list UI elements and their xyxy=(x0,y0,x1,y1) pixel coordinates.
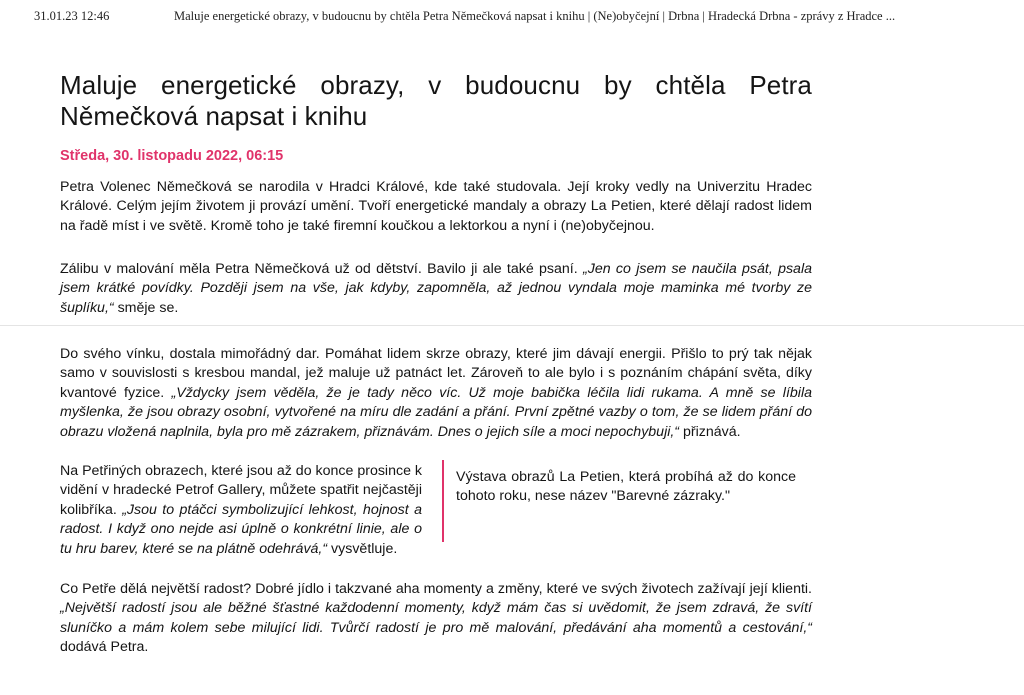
article xyxy=(60,70,812,656)
print-page-title: Maluje energetické obrazy, v budoucnu by chtěla Petra Němečková napsat i knihu | (Ne)obyčejní | Drbna | Hradecká Drbna - zprávy z Hradce ... xyxy=(174,9,896,23)
quote-text: „Největší radostí jsou ale běžné šťastné každodenní momenty, když mám čas si uvědomit, že jsem zdravá, že svítí sluníčko a mám kolem sebe milující lidi. Tvůrčí radostí je pro mě malování, předávání aha momentů a cestování,“ xyxy=(60,600,812,636)
print-date: 31.01.23 12:46 xyxy=(34,9,110,23)
paragraph-joy xyxy=(60,580,812,658)
quote-text: „Vždycky jsem věděla, že je tady něco víc. Už moje babička léčila lidi rukama. A mně se líbila myšlenka, že jsou obrazy osobní, vytvořené na míru dle zadání a přání. První zpětné vazby o tom, že se lidem přání do obrazu vložená naplnila, byla pro mě zázrakem, přiznávám. Dnes o jejich síle a moci nepochybuji,“ xyxy=(60,384,812,440)
quote-text: „Jsou to ptáčci symbolizující lehkost, hojnost a radost. I když ono nejde asi úplně o konkrétní linie, ale o tu hru barev, které se na plátně odehrává,“ xyxy=(60,501,422,557)
quote-text: „Jen co jsem se naučila psát, psala jsem krátké povídky. Později jsem na vše, jak kdyby, zapomněla, až jednou vyndala moje maminka mé tvorby ze šuplíku,“ xyxy=(60,261,812,316)
paragraph-text: dodává Petra. xyxy=(60,639,149,656)
print-header xyxy=(34,9,1014,24)
paragraph-text: Zálibu v malování měla Petra Němečková už od dětství. Bavilo ji ale také psaní. xyxy=(60,261,583,277)
paragraph-text: vysvětluje. xyxy=(327,540,398,557)
paragraph-hummingbird xyxy=(60,462,422,559)
paragraph-intro: Petra Volenec Němečková se narodila v Hradci Králové, kde také studovala. Její kroky vedly na Univerzitu Hradec Králové. Celým jejím životem ji provází umění. Tvoří energetické mandaly a obrazy La Petien, které dělají radost lidem na řadě míst i ve světě. Kromě toho je také firemní koučkou a lektorkou a nyní i (ne)obyčejnou. xyxy=(60,179,812,234)
sidebar-accent-rule xyxy=(442,460,444,542)
paragraph-text: směje se. xyxy=(113,299,179,316)
paragraph-text: přiznává. xyxy=(679,423,741,440)
sidebar-text: Výstava obrazů La Petien, která probíhá až do konce tohoto roku, nese název "Barevné zázraky." xyxy=(456,469,796,505)
paragraph-text: Na Petřiných obrazech, které jsou až do konce prosince k vidění v hradecké Petrof Gallery, můžete spatřit nejčastěji kolibříka. xyxy=(60,463,422,518)
page-break-line xyxy=(0,325,1024,326)
sidebar-note xyxy=(442,460,812,542)
paragraph-text: Do svého vínku, dostala mimořádný dar. Pomáhat lidem skrze obrazy, které jim dávají energii. Přišlo to prý tak nějak samo v souvislosti s kresbou mandal, jež maluje už patnáct let. Zároveň to ale bylo i s poznáním chápání světa, díky kvantové fyzice. xyxy=(60,346,812,401)
article-dateline: Středa, 30. listopadu 2022, 06:15 xyxy=(60,148,284,164)
paragraph-childhood xyxy=(60,260,812,318)
paragraph-text: Co Petře dělá největší radost? Dobré jídlo i takzvané aha momenty a změny, které ve svých životech zažívají její klienti. xyxy=(60,581,812,597)
article-headline: Maluje energetické obrazy, v budoucnu by chtěla Petra Němečková napsat i knihu xyxy=(60,70,812,131)
paragraph-gift xyxy=(60,345,812,442)
